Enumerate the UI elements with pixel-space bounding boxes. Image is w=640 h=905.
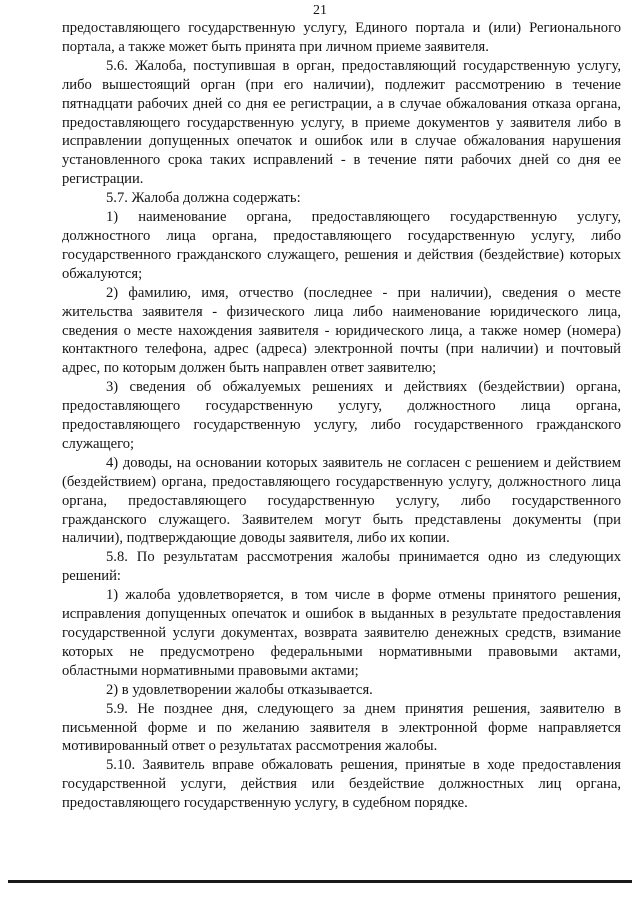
page-number: 21 <box>313 3 327 18</box>
paragraph: 5.7. Жалоба должна содержать: <box>106 190 301 207</box>
paragraph: предоставляющего государственную услугу, Единого портала и (или) Регионального портала, а также может быть принята при личном приеме заявителя. <box>62 20 621 55</box>
paragraph: 5.10. Заявитель вправе обжаловать решения, принятые в ходе предоставления государственной услуги, действия или бездействие должностных лиц органа, предоставляющего государственную услугу, в судебном порядке. <box>62 757 621 812</box>
paragraph: 5.8. По результатам рассмотрения жалобы принимается одно из следующих решений: <box>62 549 621 585</box>
paragraph: 5.9. Не позднее дня, следующего за днем принятия решения, заявителю в письменной форме и по желанию заявителя в электронной форме направляется мотивированный ответ о результатах рассмотрения жалобы. <box>62 700 621 755</box>
paragraph: 1) наименование органа, предоставляющего государственную услугу, должностного лица органа, предоставляющего государственную услугу, либо государственного гражданского служащего, решения и действия (бездействие) которых обжалуются; <box>62 209 621 282</box>
document-body <box>62 19 621 813</box>
paragraph: 5.6. Жалоба, поступившая в орган, предоставляющий государственную услугу, либо вышестоящий орган (при его наличии), подлежит рассмотрению в течение пятнадцати рабочих дней со дня ее регистрации, а в случае обжалования отказа органа, предоставляющего государственную услугу, в приеме документов у заявителя либо в исправлении допущенных опечаток и ошибок или в случае обжалования нарушения установленного срока таких исправлений - в течение пяти рабочих дней со дня ее регистрации. <box>62 57 621 188</box>
paragraph: 3) сведения об обжалуемых решениях и действиях (бездействии) органа, предоставляющего государственную услугу, должностного лица органа, предоставляющего государственную услугу, либо государственного гражданского служащего; <box>62 379 621 452</box>
paragraph: 4) доводы, на основании которых заявитель не согласен с решением и действием (бездействием) органа, предоставляющего государственную услугу, должностного лица органа, предоставляющего государственную услугу, либо государственного гражданского служащего. Заявителем могут быть представлены документы (при наличии), подтверждающие доводы заявителя, либо их копии. <box>62 454 621 547</box>
bottom-rule <box>8 880 632 883</box>
paragraph: 2) в удовлетворении жалобы отказывается. <box>106 681 373 698</box>
paragraph: 2) фамилию, имя, отчество (последнее - при наличии), сведения о месте жительства заявителя - физического лица либо наименование юридического лица, сведения о месте нахождения заявителя - юридического лица, а также номер (номера) контактного телефона, адрес (адреса) электронной почты (при наличии) и почтовый адрес, по которым должен быть направлен ответ заявителю; <box>62 284 621 377</box>
paragraph: 1) жалоба удовлетворяется, в том числе в форме отмены принятого решения, исправления допущенных опечаток и ошибок в выданных в результате предоставления государственной услуги документах, возврата заявителю денежных средств, взимание которых не предусмотрено федеральными нормативными правовыми актами, областными нормативными правовыми актами; <box>62 587 621 679</box>
